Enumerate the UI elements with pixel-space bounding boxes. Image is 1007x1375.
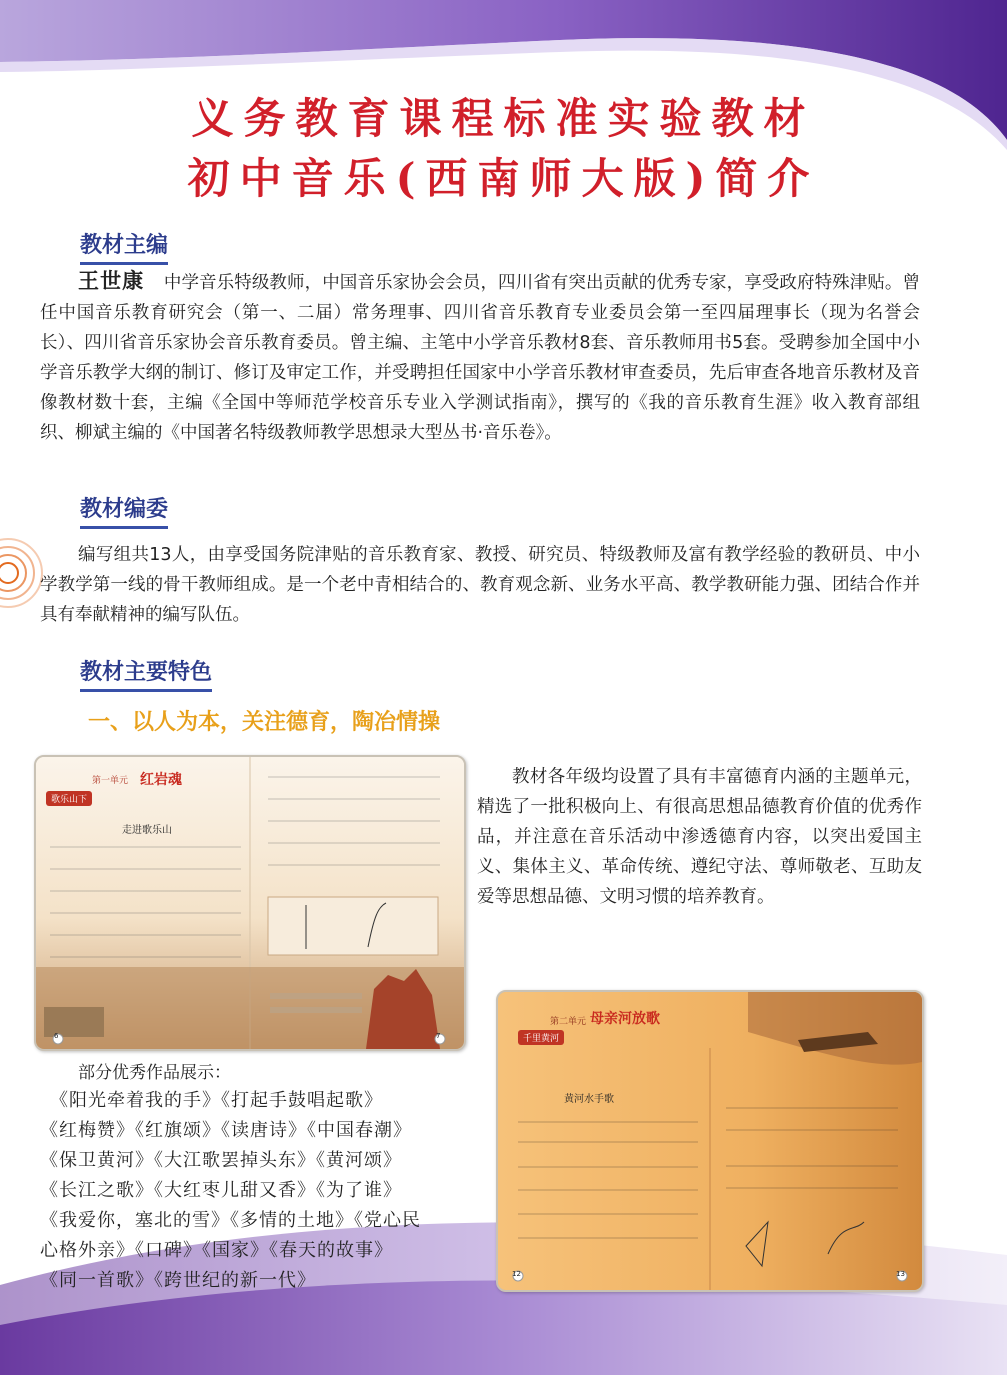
spread2-unit: 第二单元 [550, 1017, 587, 1027]
textbook-spread-image-2 [496, 990, 924, 1292]
spread1-unit-title: 红岩魂 [140, 772, 182, 788]
spread2-page-right: 13 [896, 1270, 905, 1278]
committee-paragraph: 编写组共13人，由享受国务院津贴的音乐教育家、教授、研究员、特级教师及富有教学经验的教研员、中小学教学第一线的骨干教师组成。是一个老中青相结合的、教育观念新、业务水平高、教学教研能力强、团结合作并具有奉献精神的编写队伍。 [40, 545, 920, 625]
spread2-unit-title: 母亲河放歌 [590, 1011, 660, 1027]
editor-name: 王世康 [78, 269, 145, 293]
features-heading: 教材主要特色 [80, 655, 212, 692]
editor-paragraph [40, 266, 920, 448]
editor-heading: 教材主编 [80, 228, 168, 265]
works-list [40, 1086, 470, 1296]
spread1-unit: 第一单元 [92, 776, 129, 786]
spread1-song-title: 走进歌乐山 [122, 825, 172, 836]
committee-heading: 教材编委 [80, 492, 168, 529]
spread1-page-left: 6 [54, 1032, 59, 1040]
spread1-tag: 歌乐山下 [46, 791, 92, 806]
works-line: 《红梅赞》《红旗颂》《读唐诗》《中国春潮》 [40, 1120, 412, 1141]
works-line: 《保卫黄河》《大江歌罢掉头东》《黄河颂》 [40, 1150, 402, 1171]
spread1-page-right: 7 [436, 1032, 441, 1040]
main-title-line1: 义务教育课程标准实验教材 [191, 94, 816, 143]
feature1-paragraph: 教材各年级均设置了具有丰富德育内涵的主题单元，精选了一批积极向上、有很高思想品德教育价值的优秀作品，并注意在音乐活动中渗透德育内容，以突出爱国主义、集体主义、革命传统、遵纪守法、尊师敬老、互助友爱等思想品德、文明习惯的培养教育。 [477, 767, 922, 907]
main-title-line2: 初中音乐(西南师大版)简介 [187, 154, 820, 203]
works-line: 《长江之歌》《大红枣儿甜又香》《为了谁》 [40, 1180, 402, 1201]
works-label: 部分优秀作品展示： [78, 1063, 231, 1083]
textbook-spread-image-1 [34, 755, 466, 1051]
sun-swirl-decoration [0, 528, 44, 618]
spread2-song-title: 黄河水手歌 [564, 1094, 614, 1105]
works-line: 《我爱你，塞北的雪》《多情的土地》《党心民 [40, 1210, 421, 1231]
works-line: 心格外亲》《口碑》《国家》《春天的故事》 [40, 1240, 393, 1261]
works-line: 《阳光牵着我的手》《打起手鼓唱起歌》 [40, 1090, 383, 1111]
feature1-title: 一、以人为本，关注德育，陶冶情操 [88, 710, 441, 735]
works-line: 《同一首歌》《跨世纪的新一代》 [40, 1270, 316, 1291]
spread2-tag: 千里黄河 [518, 1030, 564, 1045]
editor-bio: 中学音乐特级教师，中国音乐家协会会员，四川省有突出贡献的优秀专家，享受政府特殊津贴。曾任中国音乐教育研究会（第一、二届）常务理事、四川省音乐教育专业委员会第一至四届理事长（现为名誉会长）、四川省音乐家协会音乐教育委员。曾主编、主笔中小学音乐教材8套、音乐教师用书5套。受聘参加全国中小学音乐教学大纲的制订、修订及审定工作，并受聘担任国家中小学音乐教材审查委员，先后审查各地音乐教材及音像教材数十套，主编《全国中等师范学校音乐专业入学测试指南》，撰写的《我的音乐教育生涯》收入教育部组织、柳斌主编的《中国著名特级教师教学思想录大型丛书·音乐卷》。 [40, 273, 920, 443]
spread2-page-left: 12 [512, 1270, 521, 1278]
